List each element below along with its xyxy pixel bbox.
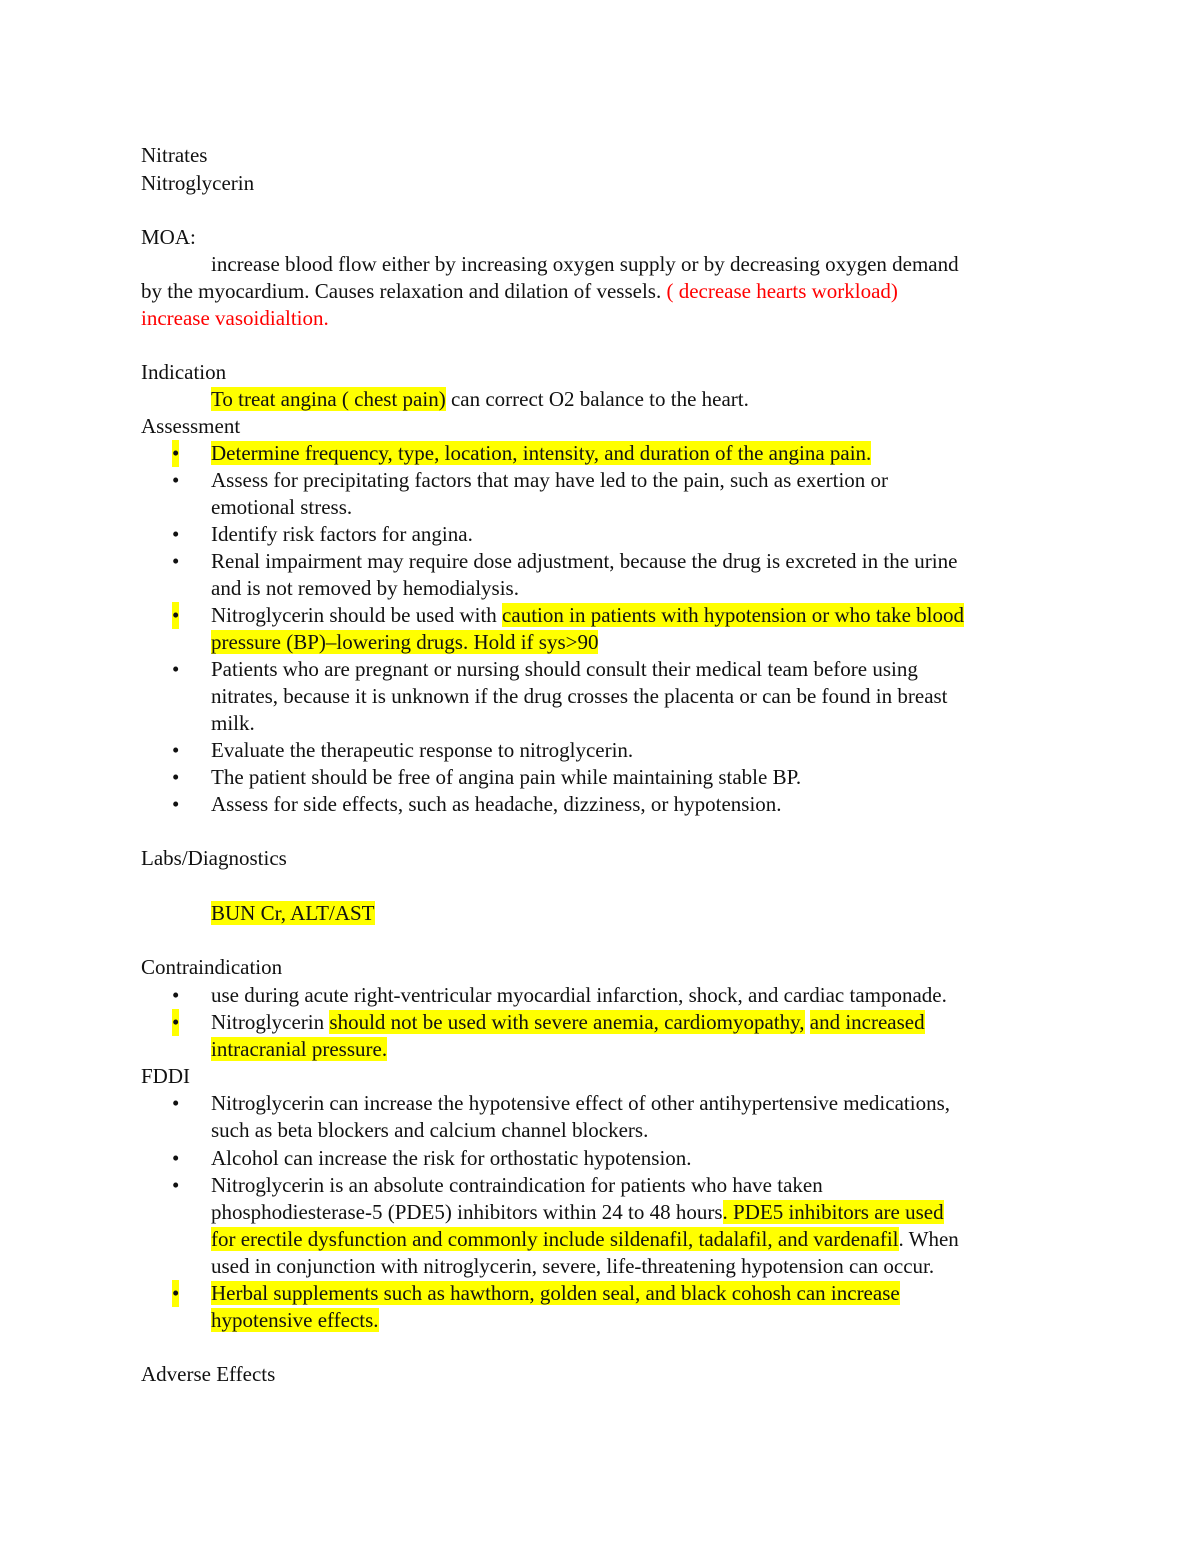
labs-heading: Labs/Diagnostics [141,846,287,870]
contraindication-item-2-line-2 [211,1036,387,1063]
contraindication-item-2-highlight: should not be used with severe anemia, cardiomyopathy, [329,1010,805,1034]
doc-title: Nitrates [141,143,208,167]
assessment-heading: Assessment [141,414,241,438]
bullet-icon: • [172,983,180,1007]
contraindication-item-2-line-1 [211,1009,925,1036]
indication-highlight: To treat angina ( chest pain) [211,387,446,411]
fddi-item-3-line-4: used in conjunction with nitroglycerin, severe, life-threatening hypotension can occur. [211,1254,935,1278]
assessment-item-6-line-2: nitrates, because it is unknown if the drug crosses the placenta or can be found in breast [211,684,948,708]
fddi-item-1-line-2: such as beta blockers and calcium channel blockers. [211,1118,649,1142]
bullet-icon: • [172,657,180,681]
fddi-item-4-line-1 [211,1280,900,1307]
drug-name: Nitroglycerin [141,171,255,195]
fddi-item-4-highlight: Herbal supplements such as hawthorn, golden seal, and black cohosh can increase [211,1281,900,1305]
assessment-item-5-line-1 [211,602,964,629]
contraindication-heading: Contraindication [141,955,283,979]
contraindication-item-2-space [805,1010,810,1034]
assessment-item-5-highlight-2: pressure (BP)–lowering drugs. Hold if sys>90 [211,630,599,654]
assessment-item-1-text: Determine frequency, type, location, intensity, and duration of the angina pain. [211,441,872,465]
bullet-icon: • [172,1146,180,1170]
bullet-icon: • [172,603,180,627]
fddi-item-3-line-2 [211,1199,944,1226]
assessment-item-3: Identify risk factors for angina. [211,522,473,546]
adverse-effects-heading: Adverse Effects [141,1362,276,1386]
indication-heading: Indication [141,360,227,384]
assessment-item-5-line-2 [211,629,598,656]
fddi-item-3-line-3 [211,1226,959,1253]
bullet-icon: • [172,522,180,546]
moa-heading: MOA: [141,225,196,249]
assessment-item-9: Assess for side effects, such as headache, dizziness, or hypotension. [211,792,782,816]
contraindication-item-2-text: Nitroglycerin [211,1010,330,1034]
fddi-item-3-text-2: . When [898,1227,959,1251]
labs-value-highlight: BUN Cr, ALT/AST [211,901,375,925]
fddi-item-3-text: phosphodiesterase-5 (PDE5) inhibitors within 24 to 48 hours [211,1200,723,1224]
fddi-item-4-highlight-2: hypotensive effects. [211,1308,379,1332]
moa-text-line-1: increase blood flow either by increasing oxygen supply or by decreasing oxygen demand [211,252,959,276]
assessment-item-4-line-2: and is not removed by hemodialysis. [211,576,519,600]
bullet-icon: • [172,792,180,816]
fddi-item-2: Alcohol can increase the risk for orthostatic hypotension. [211,1146,692,1170]
assessment-item-4-line-1: Renal impairment may require dose adjustment, because the drug is excreted in the urine [211,549,958,573]
fddi-item-1-line-1: Nitroglycerin can increase the hypotensive effect of other antihypertensive medications, [211,1091,950,1115]
bullet-icon: • [172,441,180,465]
contraindication-item-1: use during acute right-ventricular myocardial infarction, shock, and cardiac tamponade. [211,983,947,1007]
moa-text: by the myocardium. Causes relaxation and dilation of vessels. [141,279,667,303]
moa-red-note: ( decrease hearts workload) [666,279,898,303]
bullet-icon: • [172,1281,180,1305]
assessment-item-6-line-1: Patients who are pregnant or nursing should consult their medical team before using [211,657,918,681]
bullet-icon: • [172,549,180,573]
bullet-icon: • [172,1091,180,1115]
fddi-item-3-line-1: Nitroglycerin is an absolute contraindication for patients who have taken [211,1173,823,1197]
fddi-item-3-highlight-2: for erectile dysfunction and commonly include sildenafil, tadalafil, and vardenafil [211,1227,899,1251]
assessment-item-7: Evaluate the therapeutic response to nitroglycerin. [211,738,634,762]
assessment-item-2-line-2: emotional stress. [211,495,353,519]
labs-value [211,900,375,927]
bullet-icon: • [172,738,180,762]
moa-red-note-line-3: increase vasoidialtion. [141,306,329,330]
contraindication-item-2-highlight-b: and increased [809,1010,925,1034]
assessment-item-5-highlight: caution in patients with hypotension or who take blood [502,603,964,627]
moa-text-line-2 [141,278,898,305]
assessment-item-8: The patient should be free of angina pain while maintaining stable BP. [211,765,802,789]
bullet-icon: • [172,468,180,492]
indication-text [211,386,749,413]
indication-rest: can correct O2 balance to the heart. [445,387,749,411]
fddi-heading: FDDI [141,1064,191,1088]
assessment-item-2-line-1: Assess for precipitating factors that may have led to the pain, such as exertion or [211,468,889,492]
fddi-item-3-highlight: . PDE5 inhibitors are used [722,1200,944,1224]
contraindication-item-2-highlight-2: intracranial pressure. [211,1037,388,1061]
bullet-icon: • [172,1010,180,1034]
assessment-item-1 [211,440,871,467]
fddi-item-4-line-2 [211,1307,379,1334]
bullet-icon: • [172,1173,180,1197]
bullet-icon: • [172,765,180,789]
assessment-item-6-line-3: milk. [211,711,255,735]
assessment-item-5-text: Nitroglycerin should be used with [211,603,503,627]
